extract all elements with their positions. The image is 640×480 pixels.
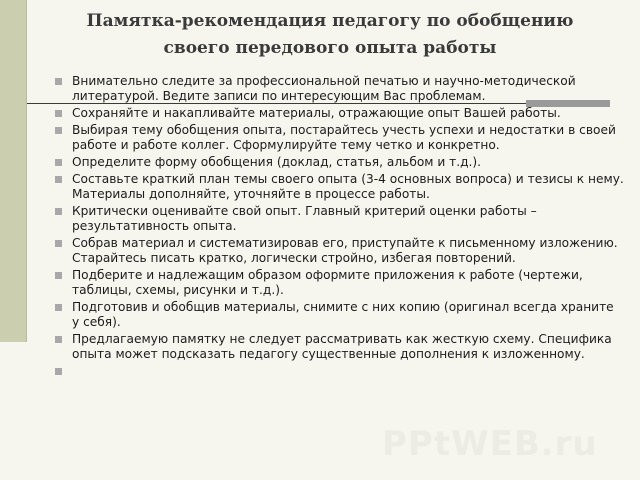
square-bullet-icon — [55, 208, 62, 215]
list-item — [54, 155, 624, 170]
slide-title-line-1: Памятка-рекомендация педагогу по обобщению — [86, 11, 574, 31]
list-item — [54, 74, 624, 104]
list-item — [54, 204, 624, 234]
list-item-text: Подготовив и обобщив материалы, снимите с них копию (оригинал всегда храните у себя). — [72, 300, 614, 329]
square-bullet-icon — [55, 272, 62, 279]
square-bullet-icon — [55, 176, 62, 183]
square-bullet-icon — [55, 368, 62, 375]
square-bullet-icon — [55, 336, 62, 343]
list-item — [54, 172, 624, 202]
square-bullet-icon — [55, 110, 62, 117]
left-accent-bar — [0, 0, 26, 342]
watermark-text: PPtWEB.ru — [382, 424, 598, 464]
square-bullet-icon — [55, 78, 62, 85]
list-item — [54, 268, 624, 298]
list-item-text: Определите форму обобщения (доклад, статья, альбом и т.д.). — [72, 155, 482, 169]
list-item — [54, 123, 624, 153]
list-item-text: Подберите и надлежащим образом оформите приложения к работе (чертежи, таблицы, схемы, рисунки и т.д.). — [72, 268, 583, 297]
list-item-text: Предлагаемую памятку не следует рассматривать как жесткую схему. Специфика опыта может подсказать педагогу существенные дополнения к изложенному. — [72, 332, 612, 361]
square-bullet-icon — [55, 127, 62, 134]
list-item-text: Составьте краткий план темы своего опыта (3-4 основных вопроса) и тезисы к нему. Материалы дополняйте, уточняйте в процессе работы. — [72, 172, 624, 201]
square-bullet-icon — [55, 304, 62, 311]
left-accent-bar-edge — [26, 0, 27, 342]
list-item-text: Собрав материал и систематизировав его, приступайте к письменному изложению. Старайтесь писать кратко, логически стройно, избегая повторений. — [72, 236, 618, 265]
list-item-text: Внимательно следите за профессиональной печатью и научно-методической литературой. Ведите записи по интересующим Вас проблемам. — [72, 74, 576, 103]
list-item-text: Критически оценивайте свой опыт. Главный критерий оценки работы – результативность опыта. — [72, 204, 537, 233]
slide-title-line-2: своего передового опыта работы — [163, 38, 497, 58]
list-item-text: Выбирая тему обобщения опыта, постарайтесь учесть успехи и недостатки в своей работе и работе коллег. Сформулируйте тему четко и конкретно. — [72, 123, 616, 152]
list-item — [54, 106, 624, 121]
recommendation-list — [54, 74, 624, 364]
square-bullet-icon — [55, 159, 62, 166]
list-item-text: Сохраняйте и накапливайте материалы, отражающие опыт Вашей работы. — [72, 106, 561, 120]
slide-title — [60, 8, 600, 62]
list-item — [54, 300, 624, 330]
list-item — [54, 236, 624, 266]
square-bullet-icon — [55, 240, 62, 247]
list-item — [54, 332, 624, 362]
